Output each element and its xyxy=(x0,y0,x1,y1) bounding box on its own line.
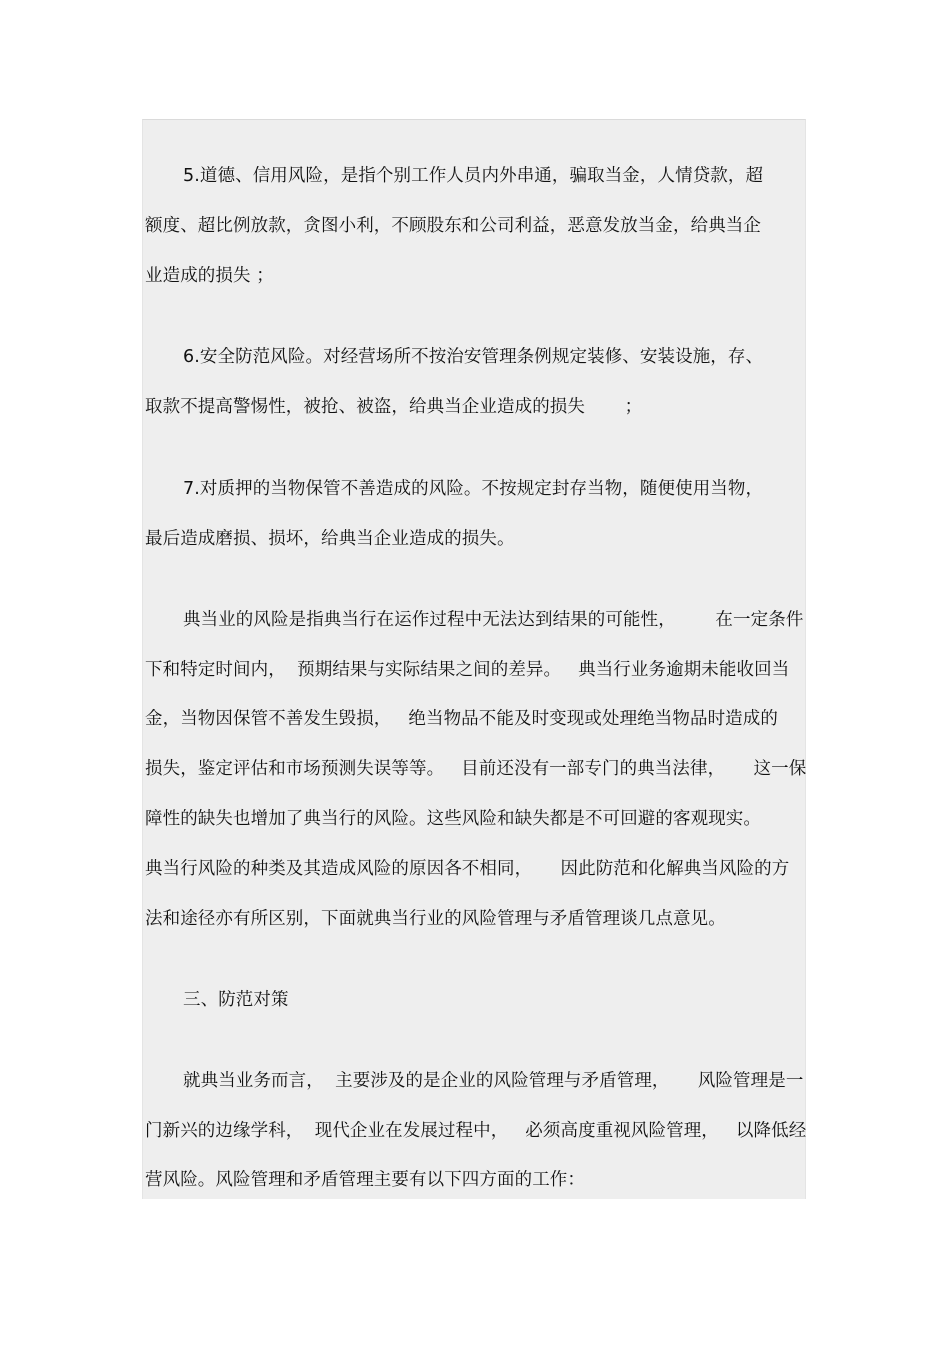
text-line: 7.对质押的当物保管不善造成的风险。不按规定封存当物，随便使用当物， xyxy=(183,479,764,499)
text-line: 额度、超比例放款，贪图小利，不顾股东和公司利益，恶意发放当金，给典当企 xyxy=(145,216,761,236)
text-line: 5.道德、信用风险，是指个别工作人员内外串通，骗取当金，人情贷款，超 xyxy=(183,166,764,186)
text-line: 业造成的损失 ； xyxy=(145,266,274,286)
text-line: 最后造成磨损、损坏，给典当企业造成的损失。 xyxy=(145,529,515,549)
text-line: 法和途径亦有所区别，下面就典当行业的风险管理与矛盾管理谈几点意见。 xyxy=(145,909,726,929)
text-line: 门新兴的边缘学科， 现代企业在发展过程中， 必须高度重视风险管理， 以降低经 xyxy=(145,1121,807,1141)
document-page xyxy=(142,119,806,1199)
text-line: 金，当物因保管不善发生毁损， 绝当物品不能及时变现或处理绝当物品时造成的 xyxy=(145,709,778,729)
text-line: 损失，鉴定评估和市场预测失误等等。 目前还没有一部专门的典当法律， 这一保 xyxy=(145,759,807,779)
text-line: 取款不提高警惕性，被抢、被盗，给典当企业造成的损失 ； xyxy=(145,397,643,417)
text-line: 障性的缺失也增加了典当行的风险。这些风险和缺失都是不可回避的客观现实。 xyxy=(145,809,761,829)
text-line: 6.安全防范风险。对经营场所不按治安管理条例规定装修、安装设施，存、 xyxy=(183,347,764,367)
text-line: 就典当业务而言， 主要涉及的是企业的风险管理与矛盾管理， 风险管理是一 xyxy=(183,1071,804,1091)
text-line: 营风险。风险管理和矛盾管理主要有以下四方面的工作： xyxy=(145,1170,585,1190)
text-line: 下和特定时间内， 预期结果与实际结果之间的差异。 典当行业务逾期未能收回当 xyxy=(145,660,790,680)
text-line: 典当行风险的种类及其造成风险的原因各不相同， 因此防范和化解典当风险的方 xyxy=(145,859,790,879)
text-line: 典当业的风险是指典当行在运作过程中无法达到结果的可能性， 在一定条件 xyxy=(183,610,804,630)
section-heading: 三、防范对策 xyxy=(183,990,289,1010)
